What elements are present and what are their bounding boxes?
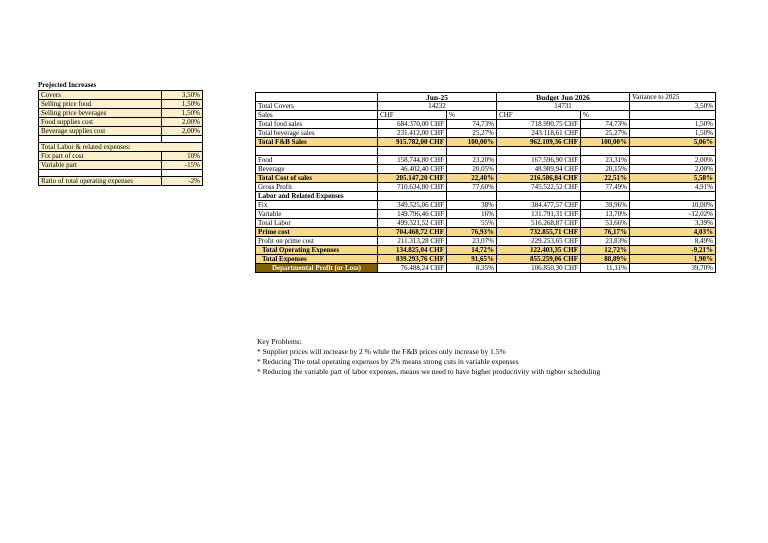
- cell-value[interactable]: 77,49%: [581, 183, 630, 192]
- row-label[interactable]: Profit on prime cost: [256, 237, 378, 246]
- cell-value[interactable]: 122.403,35 CHF: [497, 246, 581, 255]
- table-row: [39, 100, 203, 109]
- note-line: * Reducing The total operating expenses by 2% means strong cuts in variable expenses: [257, 357, 519, 366]
- cell-value[interactable]: 14731: [497, 102, 630, 111]
- row-label[interactable]: Total F&B Sales: [256, 138, 378, 147]
- cell-value[interactable]: 4,03%: [630, 228, 716, 237]
- empty-cell[interactable]: [256, 93, 378, 102]
- empty-cell[interactable]: [497, 147, 581, 156]
- row-label[interactable]: Food: [256, 156, 378, 165]
- table-row: [256, 165, 716, 174]
- cell-value[interactable]: 88,89%: [581, 255, 630, 264]
- cell-value[interactable]: 1,50%: [630, 120, 716, 129]
- cell-value[interactable]: 12,72%: [581, 246, 630, 255]
- table-row-total: [256, 138, 716, 147]
- table-row: [256, 147, 716, 156]
- cell-value[interactable]: 231.412,00 CHF: [378, 129, 447, 138]
- table-row: [256, 156, 716, 165]
- note-line: * Supplier prices will increase by 2 % while the F&B prices only increase by 1.5%: [257, 347, 506, 356]
- cell-value[interactable]: 76,17%: [581, 228, 630, 237]
- table-row: [39, 118, 203, 127]
- row-label[interactable]: Total food sales: [256, 120, 378, 129]
- row-label[interactable]: Beverage: [256, 165, 378, 174]
- table-row: [256, 237, 716, 246]
- cell-value[interactable]: 718.990,75 CHF: [497, 120, 581, 129]
- cell-value[interactable]: 1,50%: [162, 109, 203, 118]
- table-row-total: [256, 228, 716, 237]
- cell-value[interactable]: 100,00%: [581, 138, 630, 147]
- table-row: [256, 219, 716, 228]
- cell-label[interactable]: Beverage supplies cost: [39, 127, 162, 136]
- cell-value[interactable]: 20,15%: [581, 165, 630, 174]
- cell-value[interactable]: 5,06%: [630, 138, 716, 147]
- table-row-total: [256, 246, 716, 255]
- table-row: [39, 127, 203, 136]
- table-row-profit: [256, 264, 716, 273]
- cell-value[interactable]: 39,70%: [630, 264, 716, 273]
- table-row-total: [256, 174, 716, 183]
- cell-value[interactable]: 216.586,84 CHF: [497, 174, 581, 183]
- cell-value[interactable]: 3,50%: [162, 91, 203, 100]
- cell-value[interactable]: 14232: [378, 102, 497, 111]
- column-header-variance[interactable]: Variance to 2025: [630, 93, 716, 102]
- cell-value[interactable]: 5,58%: [630, 174, 716, 183]
- table-row: [256, 210, 716, 219]
- cell-value[interactable]: 516.268,87 CHF: [497, 219, 581, 228]
- table-row: [39, 161, 203, 170]
- cell-value[interactable]: 20,05%: [447, 165, 497, 174]
- cell-value[interactable]: 55%: [447, 219, 497, 228]
- cell-value[interactable]: 2,00%: [630, 165, 716, 174]
- row-label[interactable]: Sales: [256, 111, 378, 120]
- cell-label[interactable]: Covers: [39, 91, 162, 100]
- table-row: [39, 91, 203, 100]
- cell-value[interactable]: 13,70%: [581, 210, 630, 219]
- cell-value[interactable]: 16%: [447, 210, 497, 219]
- cell-value[interactable]: 2,00%: [162, 127, 203, 136]
- column-header-jun25[interactable]: Jun-25: [378, 93, 497, 102]
- cell-value[interactable]: 38%: [447, 201, 497, 210]
- cell-value[interactable]: 149.796,46 CHF: [378, 210, 447, 219]
- empty-cell[interactable]: [378, 147, 447, 156]
- unit-header[interactable]: CHF: [378, 111, 447, 120]
- cell-value[interactable]: 11,11%: [581, 264, 630, 273]
- cell-value[interactable]: 77,60%: [447, 183, 497, 192]
- empty-cell[interactable]: [447, 192, 497, 201]
- table-row: [39, 170, 203, 177]
- cell-label[interactable]: Variable part: [39, 161, 162, 170]
- cell-value[interactable]: 14,72%: [447, 246, 497, 255]
- cell-value[interactable]: 205.147,20 CHF: [378, 174, 447, 183]
- cell-value[interactable]: 704.468,72 CHF: [378, 228, 447, 237]
- table-row: [39, 143, 203, 152]
- projected-increases-title: Projected Increases: [38, 81, 97, 89]
- table-row-total: [256, 255, 716, 264]
- table-row: [39, 136, 203, 143]
- cell-value[interactable]: 158.744,80 CHF: [378, 156, 447, 165]
- cell-label[interactable]: Food supplies cost: [39, 118, 162, 127]
- cell-value[interactable]: 25,27%: [447, 129, 497, 138]
- empty-cell[interactable]: [39, 136, 162, 143]
- row-label[interactable]: Total Labor: [256, 219, 378, 228]
- row-label[interactable]: Prime cost: [256, 228, 378, 237]
- empty-cell[interactable]: [39, 170, 162, 177]
- row-label[interactable]: Total Covers: [256, 102, 378, 111]
- empty-cell[interactable]: [256, 147, 378, 156]
- cell-value[interactable]: 1,50%: [630, 129, 716, 138]
- table-header-row: [256, 93, 716, 102]
- table-row: [256, 201, 716, 210]
- note-line: * Reducing the variable part of labor expenses, means we need to have higher productivity with tighter scheduling: [257, 367, 601, 376]
- labor-subtitle[interactable]: Total Labor & related expenses:: [39, 143, 203, 152]
- empty-cell[interactable]: [630, 111, 716, 120]
- cell-label[interactable]: Ratio of total operating expenses: [39, 177, 162, 186]
- budget-table: [255, 92, 716, 273]
- notes-title: Key Problems:: [257, 337, 302, 346]
- cell-value[interactable]: 46.402,40 CHF: [378, 165, 447, 174]
- row-label[interactable]: Departmental Profit (or Loss): [256, 264, 378, 273]
- cell-value[interactable]: 131.791,31 CHF: [497, 210, 581, 219]
- cell-value[interactable]: 499.321,52 CHF: [378, 219, 447, 228]
- cell-value[interactable]: -15%: [162, 161, 203, 170]
- cell-value[interactable]: 76,93%: [447, 228, 497, 237]
- cell-value[interactable]: 74,73%: [447, 120, 497, 129]
- cell-value[interactable]: 8,35%: [447, 264, 497, 273]
- cell-value[interactable]: 855.259,06 CHF: [497, 255, 581, 264]
- cell-value[interactable]: 229.253,65 CHF: [497, 237, 581, 246]
- cell-value[interactable]: 10%: [162, 152, 203, 161]
- cell-value[interactable]: 167.596,90 CHF: [497, 156, 581, 165]
- table-row: [39, 109, 203, 118]
- cell-value[interactable]: 106.850,30 CHF: [497, 264, 581, 273]
- cell-value[interactable]: 39,96%: [581, 201, 630, 210]
- cell-value[interactable]: 684.370,00 CHF: [378, 120, 447, 129]
- projected-increases-table: [38, 90, 203, 186]
- cell-value[interactable]: 23,07%: [447, 237, 497, 246]
- table-row: [256, 129, 716, 138]
- row-label[interactable]: Total Cost of sales: [256, 174, 378, 183]
- cell-value[interactable]: 23,20%: [447, 156, 497, 165]
- cell-value[interactable]: 839.293,76 CHF: [378, 255, 447, 264]
- budget-table-block: [255, 92, 716, 273]
- cell-value[interactable]: 710.634,80 CHF: [378, 183, 447, 192]
- cell-value[interactable]: 962.109,36 CHF: [497, 138, 581, 147]
- table-row: [256, 111, 716, 120]
- empty-cell[interactable]: [581, 192, 630, 201]
- cell-value[interactable]: 2,00%: [162, 118, 203, 127]
- cell-value[interactable]: -9,21%: [630, 246, 716, 255]
- cell-value[interactable]: 1,50%: [162, 100, 203, 109]
- column-header-budget[interactable]: Budget Jun 2026: [497, 93, 630, 102]
- empty-cell[interactable]: [497, 192, 581, 201]
- cell-value[interactable]: -2%: [162, 177, 203, 186]
- cell-label[interactable]: Selling price food: [39, 100, 162, 109]
- empty-cell[interactable]: [630, 147, 716, 156]
- cell-value[interactable]: 25,27%: [581, 129, 630, 138]
- cell-value[interactable]: -12,02%: [630, 210, 716, 219]
- empty-cell[interactable]: [378, 192, 447, 201]
- cell-value[interactable]: 211.313,28 CHF: [378, 237, 447, 246]
- cell-value[interactable]: 91,65%: [447, 255, 497, 264]
- cell-value[interactable]: 243.118,61 CHF: [497, 129, 581, 138]
- row-label[interactable]: Fix: [256, 201, 378, 210]
- cell-value[interactable]: 915.782,00 CHF: [378, 138, 447, 147]
- table-section-row: [256, 192, 716, 201]
- cell-value[interactable]: 2,00%: [630, 156, 716, 165]
- cell-value[interactable]: 10,00%: [630, 201, 716, 210]
- row-label[interactable]: Total Expenses: [256, 255, 378, 264]
- table-row: [256, 183, 716, 192]
- table-row: [39, 152, 203, 161]
- cell-value[interactable]: 22,51%: [581, 174, 630, 183]
- cell-label[interactable]: Fix part of cost: [39, 152, 162, 161]
- cell-value[interactable]: 3,50%: [630, 102, 716, 111]
- cell-value[interactable]: 74,73%: [581, 120, 630, 129]
- cell-value[interactable]: 53,66%: [581, 219, 630, 228]
- empty-cell[interactable]: [162, 170, 203, 177]
- cell-value[interactable]: 134.825,04 CHF: [378, 246, 447, 255]
- cell-value[interactable]: 4,91%: [630, 183, 716, 192]
- cell-value[interactable]: 22,40%: [447, 174, 497, 183]
- empty-cell[interactable]: [162, 136, 203, 143]
- cell-value[interactable]: 745.522,52 CHF: [497, 183, 581, 192]
- key-problems-notes: [257, 337, 600, 377]
- cell-value[interactable]: 349.525,06 CHF: [378, 201, 447, 210]
- cell-value[interactable]: 1,90%: [630, 255, 716, 264]
- row-label[interactable]: Variable: [256, 210, 378, 219]
- cell-value[interactable]: 76.488,24 CHF: [378, 264, 447, 273]
- section-label[interactable]: Labor and Related Expenses: [256, 192, 378, 201]
- unit-header[interactable]: %: [447, 111, 497, 120]
- projected-increases-block: [38, 80, 203, 186]
- empty-cell[interactable]: [630, 192, 716, 201]
- cell-value[interactable]: 23,31%: [581, 156, 630, 165]
- cell-value[interactable]: 3,39%: [630, 219, 716, 228]
- cell-value[interactable]: 48.989,94 CHF: [497, 165, 581, 174]
- row-label[interactable]: Total beverage sales: [256, 129, 378, 138]
- empty-cell[interactable]: [581, 147, 630, 156]
- row-label[interactable]: Gross Profit: [256, 183, 378, 192]
- table-row: [256, 120, 716, 129]
- empty-cell[interactable]: [447, 147, 497, 156]
- unit-header[interactable]: CHF: [497, 111, 581, 120]
- row-label[interactable]: Total Operating Expenses: [256, 246, 378, 255]
- cell-value[interactable]: 100,00%: [447, 138, 497, 147]
- unit-header[interactable]: %: [581, 111, 630, 120]
- table-row: [39, 177, 203, 186]
- cell-value[interactable]: 23,83%: [581, 237, 630, 246]
- cell-value[interactable]: 384.477,57 CHF: [497, 201, 581, 210]
- cell-label[interactable]: Selling price beverages: [39, 109, 162, 118]
- cell-value[interactable]: 8,49%: [630, 237, 716, 246]
- cell-value[interactable]: 732.855,71 CHF: [497, 228, 581, 237]
- table-row: [256, 102, 716, 111]
